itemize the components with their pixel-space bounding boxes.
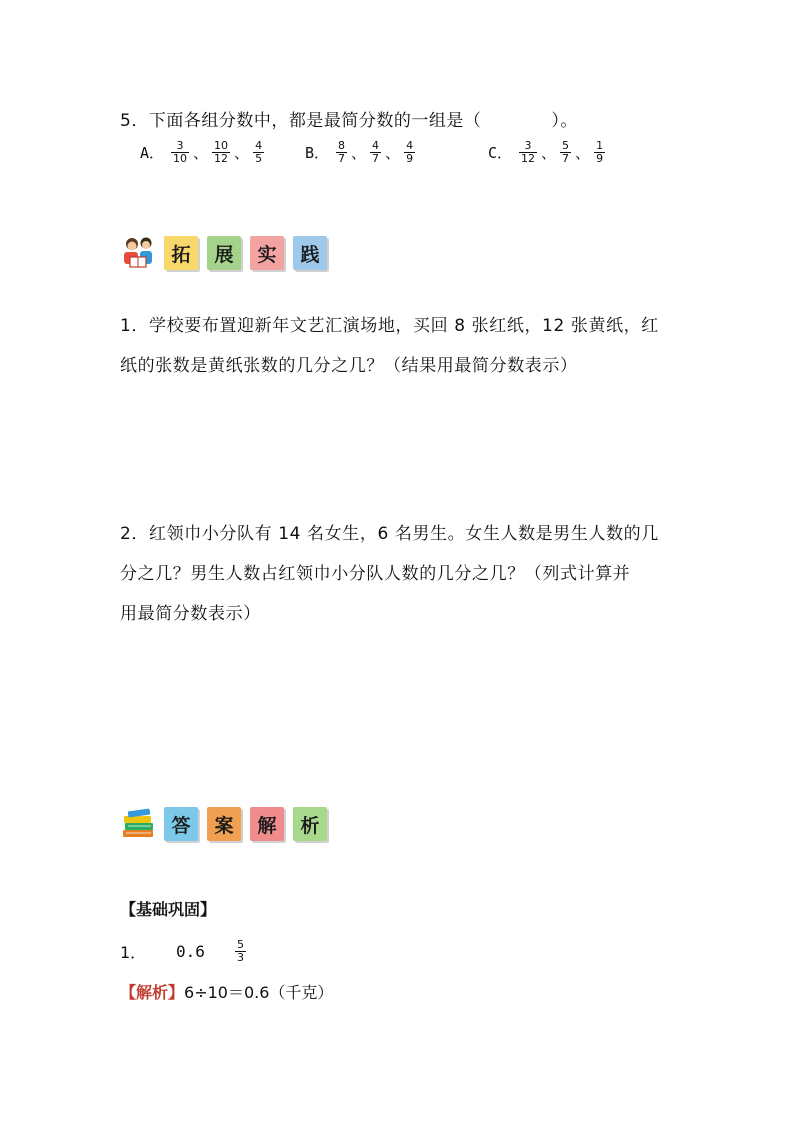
analysis-label: 【解析】 (120, 983, 185, 1002)
denominator: 7 (562, 152, 570, 165)
numerator: 8 (338, 139, 346, 152)
denominator: 9 (406, 152, 414, 165)
separator: 、 (541, 144, 557, 162)
practice-question-2-line-1: 2．红领巾小分队有 14 名女生，6 名男生。女生人数是男生人数的几 (120, 524, 659, 544)
option-c (488, 140, 606, 165)
numerator: 5 (562, 139, 570, 152)
separator: 、 (234, 144, 250, 162)
option-b (305, 140, 416, 165)
option-a-label: A． (140, 144, 165, 162)
numerator: 4 (372, 139, 380, 152)
numerator: 4 (255, 139, 263, 152)
separator: 、 (575, 144, 591, 162)
practice-tile-3: 实 (250, 236, 284, 270)
fraction (404, 140, 415, 165)
practice-question-2 (120, 514, 690, 634)
fraction (171, 140, 189, 165)
fraction (253, 140, 264, 165)
denominator: 7 (372, 152, 380, 165)
denominator: 9 (596, 152, 604, 165)
practice-section-banner (120, 235, 336, 271)
practice-tile-1: 拓 (164, 236, 198, 270)
numerator: 4 (406, 139, 414, 152)
fraction (594, 140, 605, 165)
practice-question-1-line-1: 1．学校要布置迎新年文艺汇演场地，买回 8 张红纸，12 张黄纸，红 (120, 316, 659, 336)
numerator: 3 (524, 139, 532, 152)
denominator: 12 (214, 152, 229, 165)
answer-1-row (120, 934, 247, 968)
analysis-text: 6÷10＝0.6（千克） (184, 983, 334, 1002)
fraction (560, 140, 571, 165)
answers-tile-3: 解 (250, 807, 284, 841)
practice-question-1-line-2: 纸的张数是黄纸张数的几分之几？（结果用最简分数表示） (120, 356, 578, 376)
practice-tile-2: 展 (207, 236, 241, 270)
option-c-label: C． (488, 144, 513, 162)
question-5-text: 5．下面各组分数中，都是最简分数的一组是（ ）。 (120, 111, 578, 131)
practice-tile-4: 践 (293, 236, 327, 270)
answers-tile-1: 答 (164, 807, 198, 841)
fraction (370, 140, 381, 165)
denominator: 3 (237, 950, 244, 964)
stacked-books-icon (120, 806, 158, 842)
numerator: 1 (596, 139, 604, 152)
separator: 、 (385, 144, 401, 162)
denominator: 7 (338, 152, 346, 165)
answers-heading: 【基础巩固】 (120, 900, 217, 919)
kids-reading-icon (120, 235, 158, 271)
option-b-label: B． (305, 144, 330, 162)
practice-question-2-line-3: 用最简分数表示） (120, 604, 261, 624)
fraction (336, 140, 347, 165)
numerator: 5 (237, 937, 244, 951)
denominator: 10 (173, 152, 188, 165)
answer-1-fraction (235, 939, 246, 964)
answer-1-analysis (120, 980, 333, 1003)
answers-tile-4: 析 (293, 807, 327, 841)
answers-tile-2: 案 (207, 807, 241, 841)
answer-1-number: 1． (120, 942, 147, 962)
practice-question-1 (120, 306, 690, 386)
numerator: 3 (176, 139, 184, 152)
fraction (519, 140, 537, 165)
separator: 、 (193, 144, 209, 162)
denominator: 12 (521, 152, 536, 165)
numerator: 10 (214, 139, 229, 152)
answers-section-banner (120, 806, 336, 842)
separator: 、 (351, 144, 367, 162)
answer-1-value: 0.6 (176, 941, 205, 961)
option-a (140, 140, 265, 165)
fraction (212, 140, 230, 165)
practice-question-2-line-2: 分之几？男生人数占红领巾小分队人数的几分之几？（列式计算并 (120, 564, 631, 584)
denominator: 5 (255, 152, 263, 165)
